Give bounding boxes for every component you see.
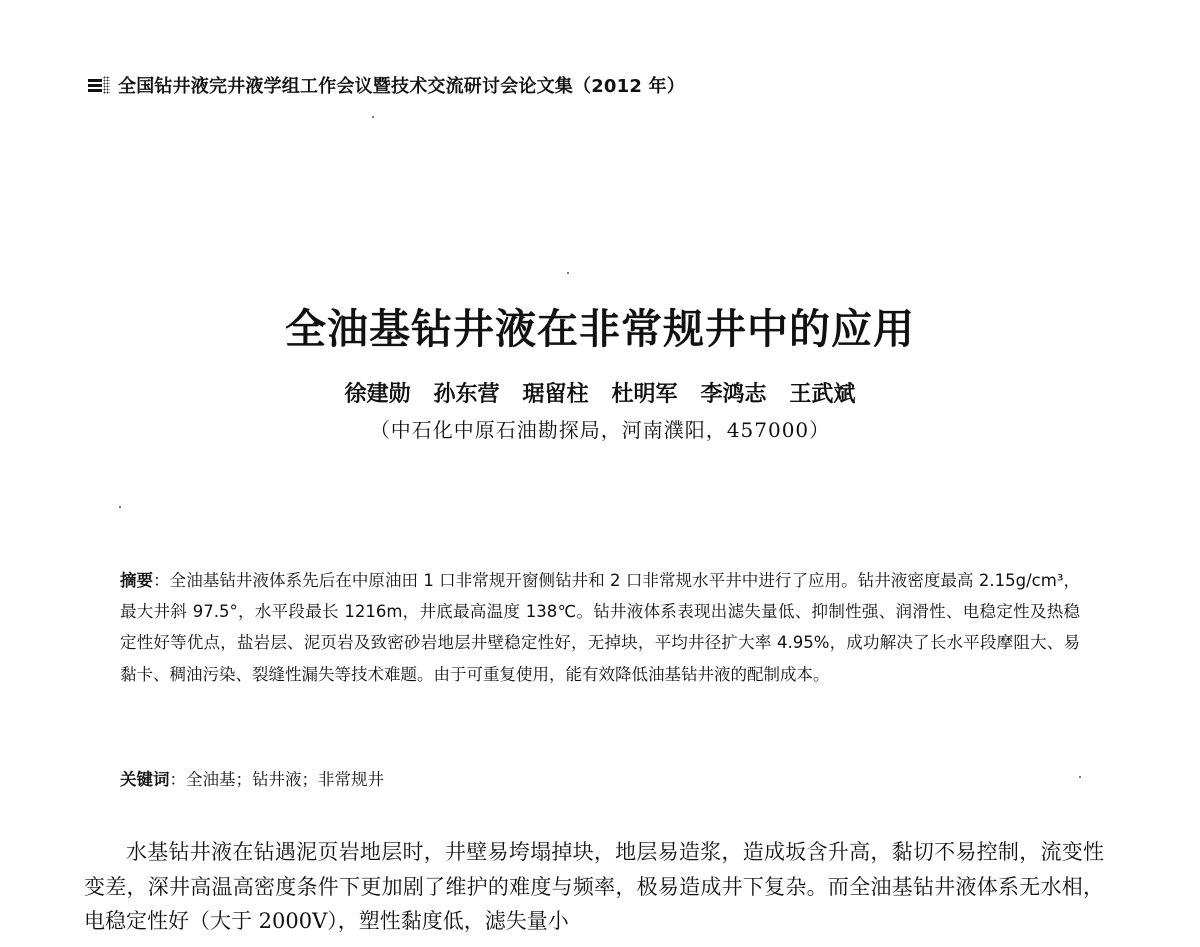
- author-list: 徐建勋 孙东营 琚留柱 杜明军 李鸿志 王武斌: [344, 381, 856, 407]
- author-affiliation: （中石化中原石油勘探局，河南濮阳，457000）: [369, 418, 831, 442]
- running-title: 全国钻井液完井液学组工作会议暨技术交流研讨会论文集（2012 年）: [118, 76, 685, 97]
- abstract: [120, 565, 1080, 690]
- abstract-label: 摘要: [120, 571, 154, 590]
- keywords-text: ：全油基；钻井液；非常规井: [169, 770, 384, 789]
- paper-title: 全油基钻井液在非常规井中的应用: [285, 305, 915, 353]
- keywords: [120, 766, 384, 790]
- scan-speck: [567, 272, 569, 274]
- running-header: [88, 72, 685, 98]
- scan-speck: [372, 116, 374, 118]
- keywords-label: 关键词: [120, 770, 170, 789]
- scan-speck: [1079, 776, 1081, 778]
- body-paragraph: 水基钻井液在钻遇泥页岩地层时，井壁易垮塌掉块，地层易造浆，造成坂含升高，黏切不易控制，流变性变差，深井高温高密度条件下更加剧了维护的难度与频率，极易造成井下复杂。而全油基钻井液体系无水相，电稳定性好（大于 2000V），塑性黏度低，滤失量小: [84, 840, 1104, 933]
- scan-speck: [119, 506, 121, 508]
- abstract-text: ：全油基钻井液体系先后在中原油田 1 口非常规开窗侧钻井和 2 口非常规水平井中进行了应用。钻井液密度最高 2.15g/cm³，最大井斜 97.5°，水平段最长 1216m，井底最高温度 138℃。钻井液体系表现出滤失量低、抑制性强、润滑性、电稳定性及热稳定性好等优点，盐岩层、泥页岩及致密砂岩地层井壁稳定性好，无掉块，平均井径扩大率 4.95%，成功解决了长水平段摩阻大、易黏卡、稠油污染、裂缝性漏失等技术难题。由于可重复使用，能有效降低油基钻井液的配制成本。: [120, 571, 1080, 684]
- header-bullet-icon: [88, 76, 110, 94]
